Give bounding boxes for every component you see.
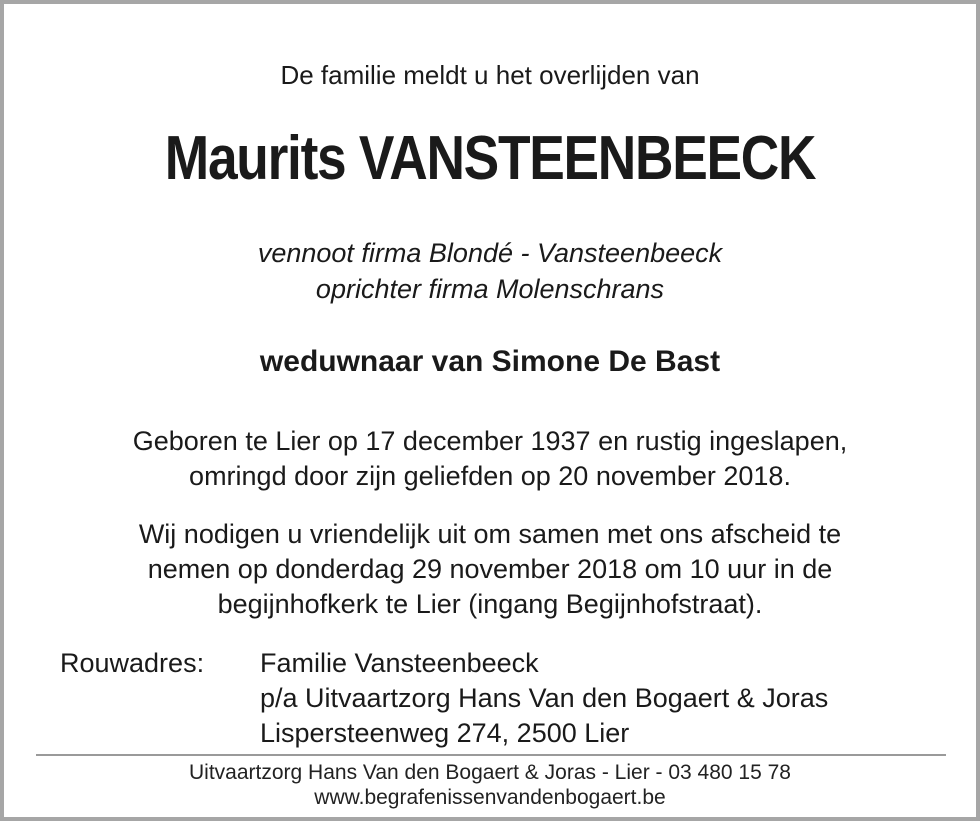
intro-line: De familie meldt u het overlijden van [280,60,700,90]
birth-line-1: Geboren te Lier op 17 december 1937 en rustig ingeslapen, [132,426,848,456]
invite-line-3: begijnhofkerk te Lier (ingang Begijnhofstraat). [217,589,763,619]
invite-line-1: Wij nodigen u vriendelijk uit om samen met ons afscheid te [138,519,842,549]
invite-line-2: nemen op donderdag 29 november 2018 om 10 uur in de [147,554,833,584]
role-line-2: oprichter firma Molenschrans [315,274,665,304]
footer-company: Uitvaartzorg Hans Van den Bogaert & Joras - Lier - 03 480 15 78 [189,761,791,784]
birth-line-2: omringd door zijn geliefden op 20 november 2018. [189,461,791,491]
deceased-name: Maurits VANSTEENBEECK [164,124,816,193]
address-line-1: Familie Vansteenbeeck [260,648,539,678]
address-line-2: p/a Uitvaartzorg Hans Van den Bogaert & Joras [260,683,829,713]
address-line-3: Lispersteenweg 274, 2500 Lier [260,718,630,748]
footer-divider [36,754,946,756]
role-line-1: vennoot firma Blondé - Vansteenbeeck [257,238,723,268]
footer-website[interactable]: www.begrafenissenvandenbogaert.be [314,786,666,809]
address-label: Rouwadres: [60,648,205,678]
spouse-line: weduwnaar van Simone De Bast [259,345,721,378]
